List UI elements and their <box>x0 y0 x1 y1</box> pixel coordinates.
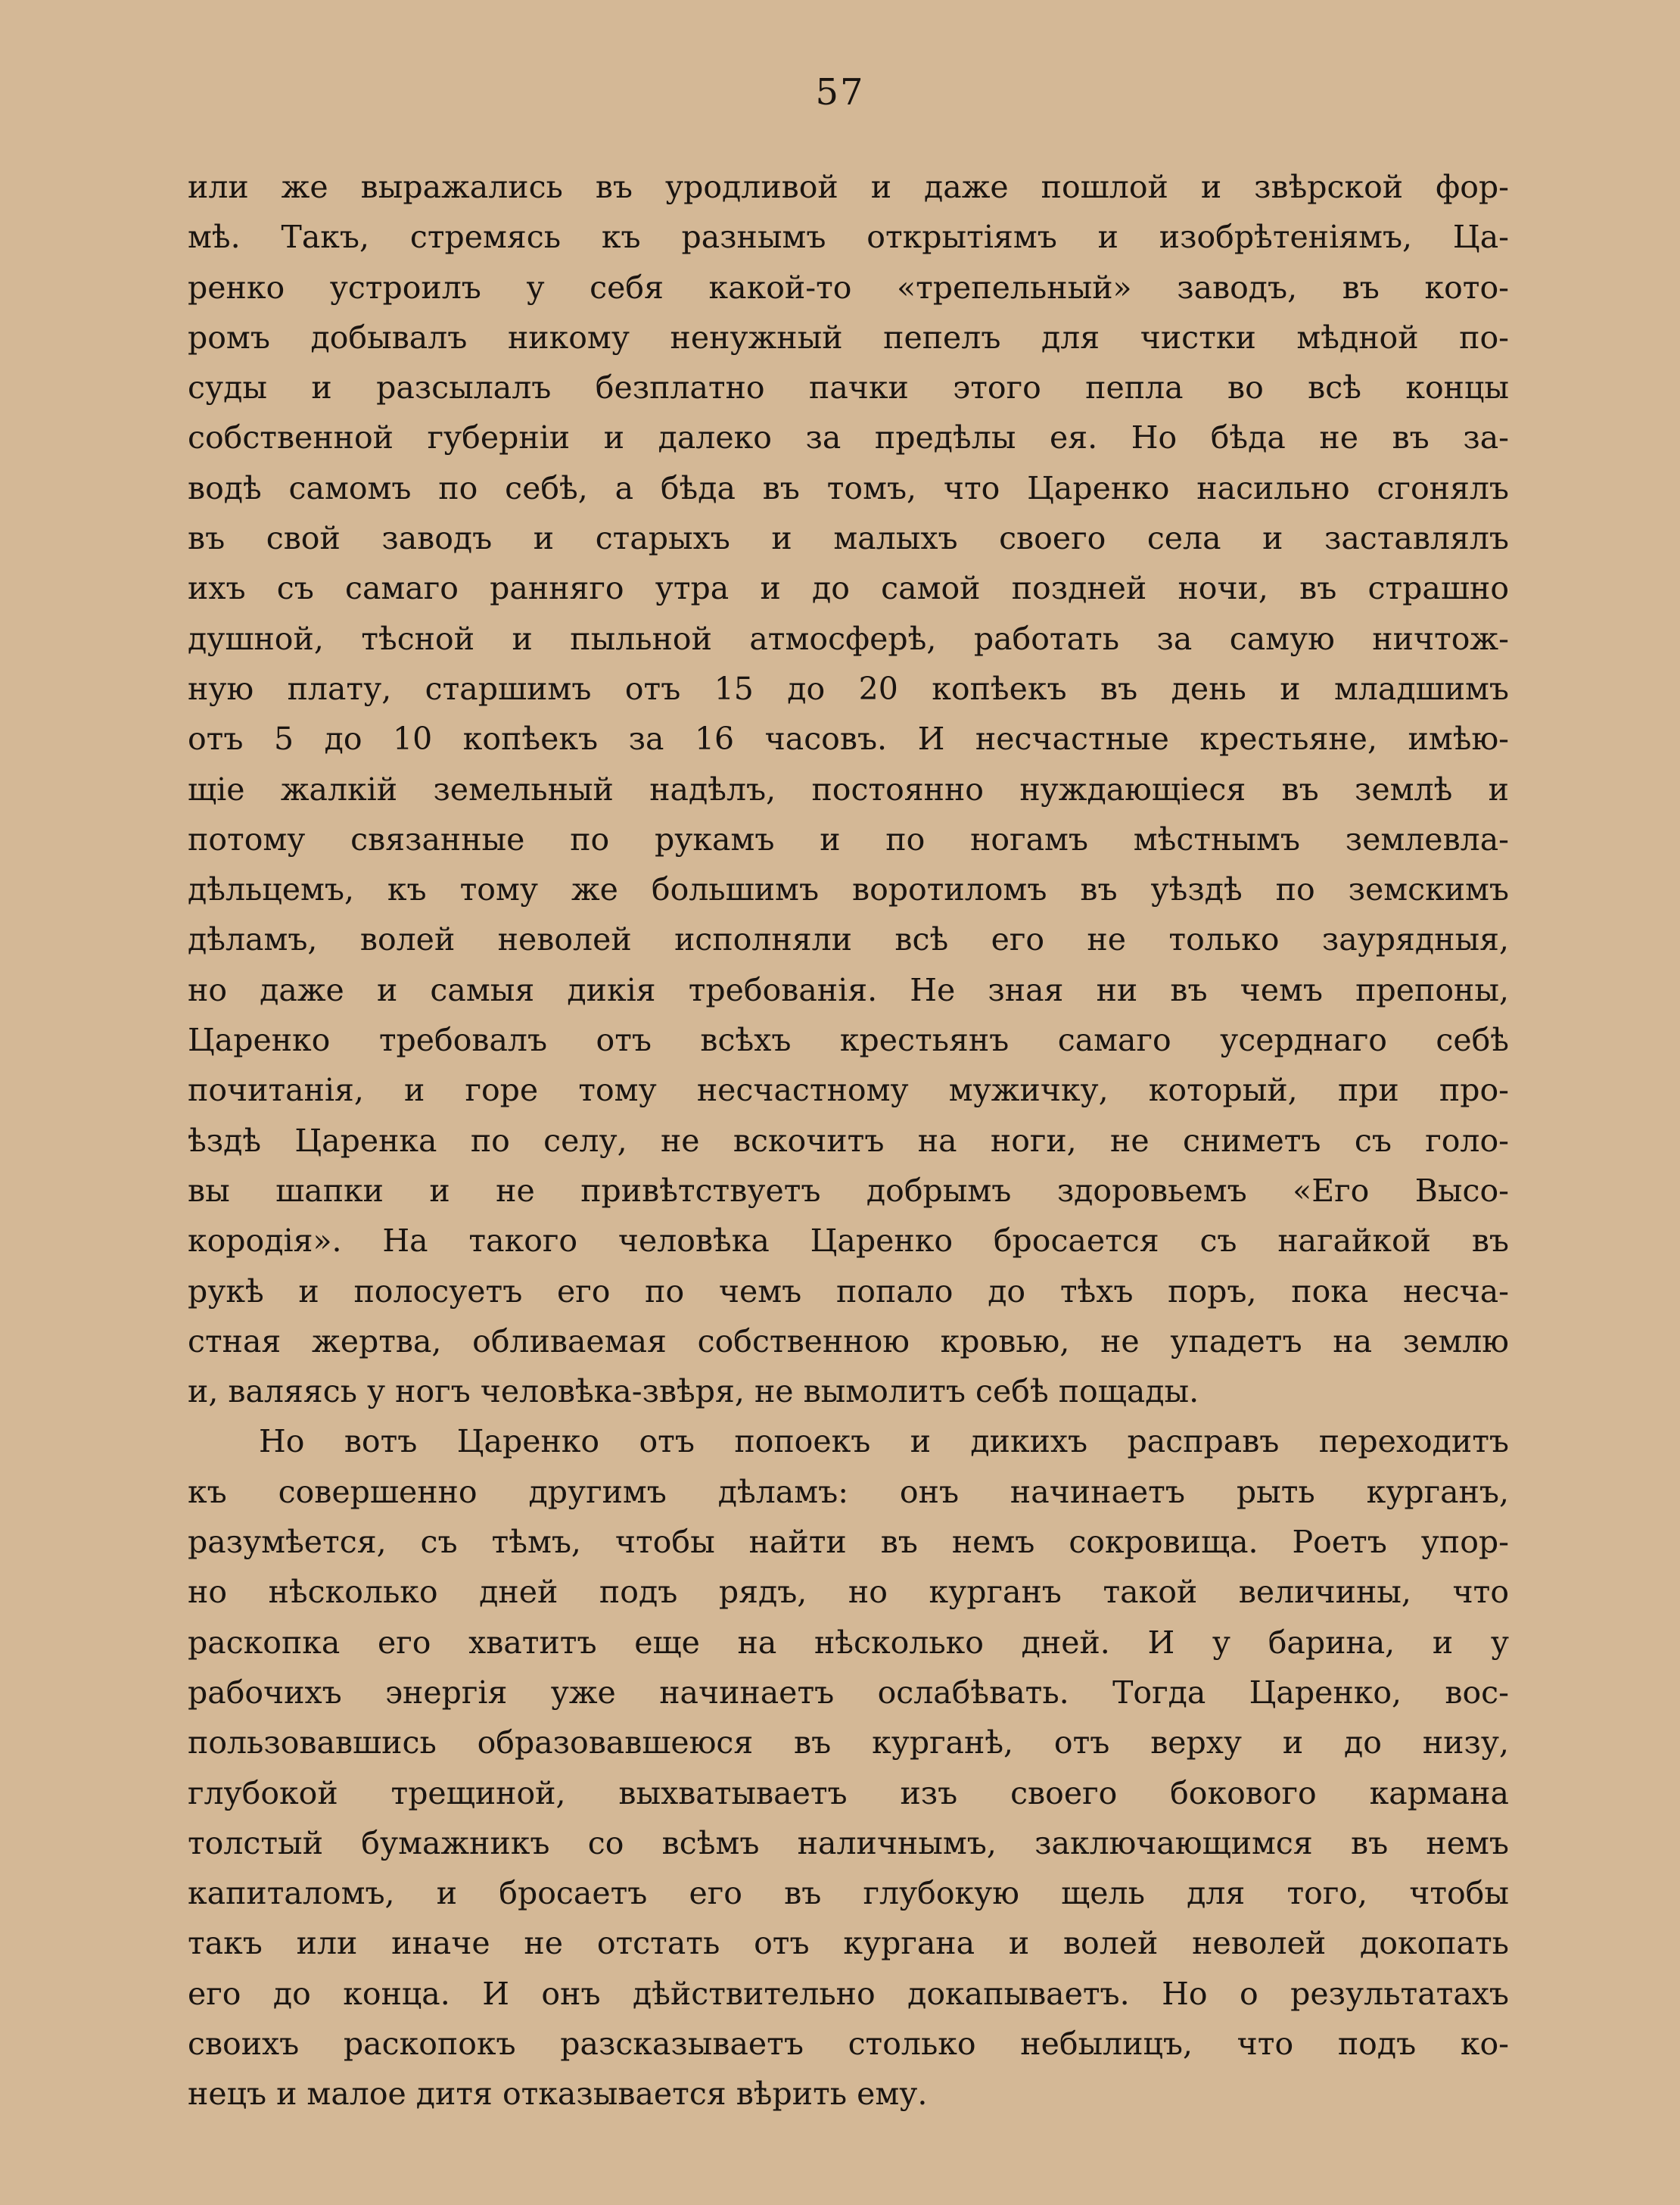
text-line: его до конца. И онъ дѣйствительно докапываетъ. Но о результатахъ <box>188 1975 1509 2012</box>
text-line: дѣламъ, волей неволей исполняли всѣ его не только заурядныя, <box>188 921 1509 958</box>
text-line: Но вотъ Царенко отъ попоекъ и дикихъ расправъ переходитъ <box>259 1423 1509 1460</box>
text-line: раскопка его хватитъ еще на нѣсколько дней. И у барина, и у <box>188 1624 1509 1661</box>
paragraph <box>188 1416 1509 2119</box>
text-line: но даже и самыя дикія требованія. Не зная ни въ чемъ препоны, <box>188 971 1509 1008</box>
text-line: стная жертва, обливаемая собственною кровью, не упадетъ на землю <box>188 1322 1509 1359</box>
text-line: потому связанные по рукамъ и по ногамъ мѣстнымъ землевла- <box>188 821 1509 858</box>
text-line: водѣ самомъ по себѣ, а бѣда въ томъ, что Царенко насильно сгонялъ <box>188 469 1509 506</box>
text-line: кородія». На такого человѣка Царенко бросается съ нагайкой въ <box>188 1222 1509 1260</box>
text-line: глубокой трещиной, выхватываетъ изъ своего бокового кармана <box>188 1774 1509 1811</box>
text-line: въ свой заводъ и старыхъ и малыхъ своего села и заставлялъ <box>188 520 1509 557</box>
text-line: душной, тѣсной и пыльной атмосферѣ, работать за самую ничтож- <box>188 620 1509 657</box>
text-line: такъ или иначе не отстать отъ кургана и волей неволей докопать <box>188 1925 1509 1962</box>
text-line: пользовавшись образовавшеюся въ курганѣ, отъ верху и до низу, <box>188 1724 1509 1761</box>
text-line: ихъ съ самаго ранняго утра и до самой поздней ночи, въ страшно <box>188 570 1509 607</box>
text-line: но нѣсколько дней подъ рядъ, но курганъ такой величины, что <box>188 1574 1509 1611</box>
text-line: ѣздѣ Царенка по селу, не вскочитъ на ноги, не сниметъ съ голо- <box>188 1122 1509 1159</box>
text-line: дѣльцемъ, къ тому же большимъ воротиломъ въ уѣздѣ по земскимъ <box>188 871 1509 908</box>
text-line: ную плату, старшимъ отъ 15 до 20 копѣекъ въ день и младшимъ <box>188 670 1509 707</box>
text-line: ренко устроилъ у себя какой-то «трепельный» заводъ, въ кото- <box>188 269 1509 306</box>
text-line: вы шапки и не привѣтствуетъ добрымъ здоровьемъ «Его Высо- <box>188 1172 1509 1209</box>
text-line: и, валяясь у ногъ человѣка-звѣря, не вымолитъ себѣ пощады. <box>188 1373 1199 1410</box>
text-line: рукѣ и полосуетъ его по чемъ попало до тѣхъ поръ, пока несча- <box>188 1272 1509 1310</box>
text-line: или же выражались въ уродливой и даже пошлой и звѣрской фор- <box>188 169 1509 205</box>
text-line: къ совершенно другимъ дѣламъ: онъ начинаетъ рыть курганъ, <box>188 1473 1509 1510</box>
text-line: почитанія, и горе тому несчастному мужичку, который, при про- <box>188 1072 1509 1109</box>
paragraph <box>188 162 1509 1416</box>
body-text <box>188 162 1509 2119</box>
text-line: капиталомъ, и бросаетъ его въ глубокую щель для того, чтобы <box>188 1875 1509 1912</box>
text-line: мѣ. Такъ, стремясь къ разнымъ открытіямъ и изобрѣтеніямъ, Ца- <box>188 219 1509 256</box>
text-line: своихъ раскопокъ разсказываетъ столько небылицъ, что подъ ко- <box>188 2025 1509 2062</box>
text-line: ромъ добывалъ никому ненужный пепелъ для чистки мѣдной по- <box>188 319 1509 356</box>
text-line: толстый бумажникъ со всѣмъ наличнымъ, заключающимся въ немъ <box>188 1824 1509 1861</box>
text-line: рабочихъ энергія уже начинаетъ ослабѣвать. Тогда Царенко, вос- <box>188 1674 1509 1711</box>
text-line: разумѣется, съ тѣмъ, чтобы найти въ немъ сокровища. Роетъ упор- <box>188 1524 1509 1561</box>
text-line: щіе жалкій земельный надѣлъ, постоянно нуждающіеся въ землѣ и <box>188 771 1509 808</box>
text-line: собственной губерніи и далеко за предѣлы ея. Но бѣда не въ за- <box>188 419 1509 456</box>
text-line: Царенко требовалъ отъ всѣхъ крестьянъ самаго усерднаго себѣ <box>188 1022 1509 1059</box>
text-line: суды и разсылалъ безплатно пачки этого пепла во всѣ концы <box>188 369 1509 406</box>
text-line: отъ 5 до 10 копѣекъ за 16 часовъ. И несчастные крестьяне, имѣю- <box>188 721 1509 758</box>
text-line: нецъ и малое дитя отказывается вѣрить ему. <box>188 2076 928 2113</box>
page-number: 57 <box>815 71 865 114</box>
